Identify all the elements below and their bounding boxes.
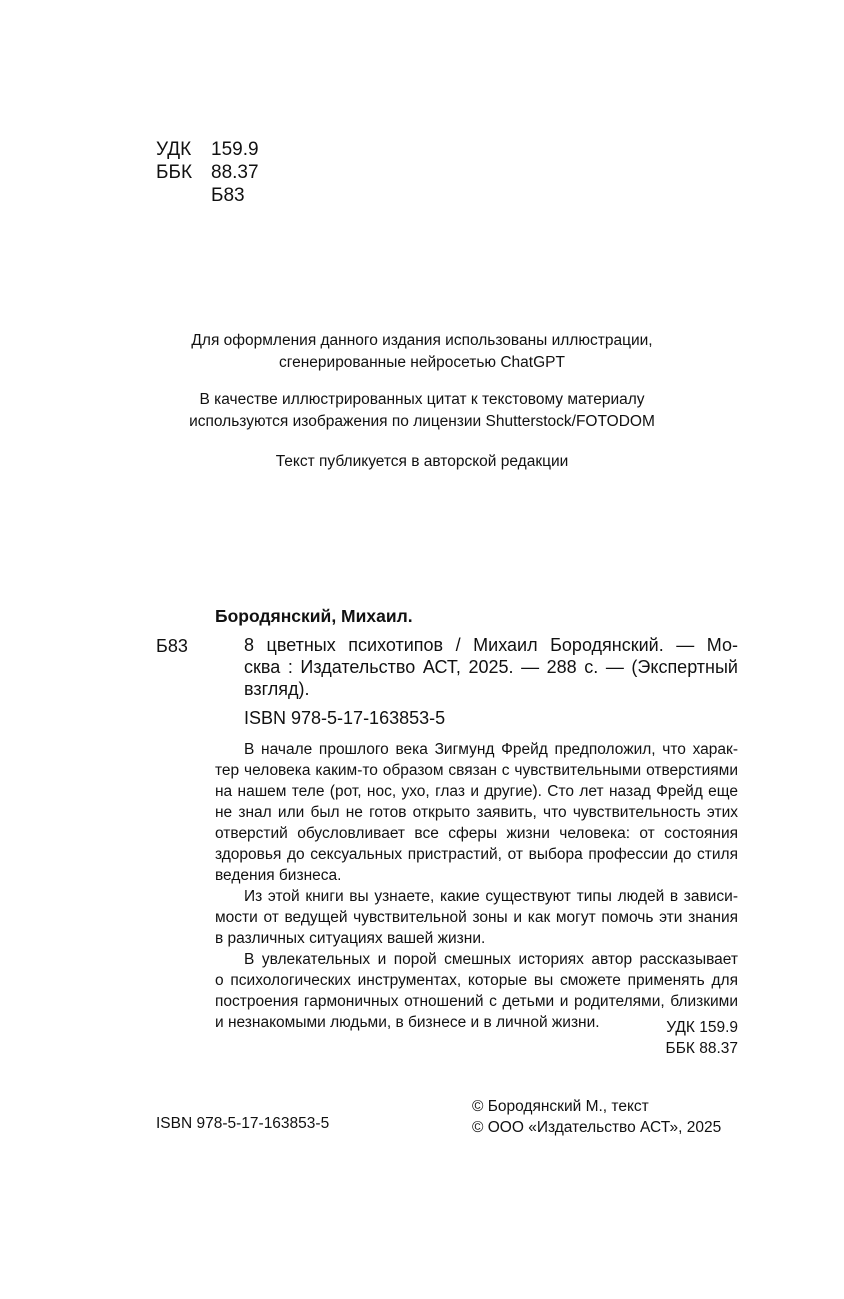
annotation-line: здоровья до сексуальных пристрастий, от выбора профессии до стиля xyxy=(215,846,738,863)
footer-isbn: ISBN 978-5-17-163853-5 xyxy=(156,1115,330,1132)
annotation-line: В начале прошлого века Зигмунд Фрейд предположил, что харак- xyxy=(244,741,738,758)
annotation-line: тер человека каким-то образом связан с чувствительными отверстиями xyxy=(215,762,738,779)
bbk-value: 88.37 xyxy=(211,162,259,183)
annotation-line: Из этой книги вы узнаете, какие существуют типы людей в зависи- xyxy=(244,888,738,905)
udk-value: 159.9 xyxy=(211,139,259,160)
card-bbk: ББК 88.37 xyxy=(665,1040,738,1057)
copyright-publisher: © ООО «Издательство АСТ», 2025 xyxy=(472,1119,722,1136)
annotation-line: о психологических инструментах, которые вы сможете применять для xyxy=(215,972,738,989)
illustration-note-line-1: Для оформления данного издания использованы иллюстрации, xyxy=(191,332,653,349)
card-author: Бородянский, Михаил. xyxy=(215,606,413,626)
annotation-line: в различных ситуациях вашей жизни. xyxy=(215,930,486,947)
card-isbn: ISBN 978-5-17-163853-5 xyxy=(244,708,446,728)
illustration-note-line-2: сгенерированные нейросетью ChatGPT xyxy=(279,354,565,371)
author-mark: Б83 xyxy=(211,185,245,206)
annotation-line: В увлекательных и порой смешных историях автор рассказывает xyxy=(244,951,738,968)
annotation xyxy=(215,739,738,1033)
udk-label: УДК xyxy=(156,139,192,160)
license-note-line-2: используются изображения по лицензии Shutterstock/FOTODOM xyxy=(189,413,655,430)
bbk-label: ББК xyxy=(156,162,193,183)
annotation-line: на нашем теле (рот, нос, ухо, глаз и другие). Сто лет назад Фрейд еще xyxy=(215,783,738,800)
annotation-line: мости от ведущей чувствительной зоны и как могут помочь эти знания xyxy=(215,909,738,926)
annotation-line: ведения бизнеса. xyxy=(215,867,342,884)
bibliographic-description xyxy=(244,634,738,700)
annotation-line: и незнакомыми людьми, в бизнесе и в личной жизни. xyxy=(215,1014,600,1031)
edition-note: Текст публикуется в авторской редакции xyxy=(275,453,569,470)
license-note-line-1: В качестве иллюстрированных цитат к текстовому материалу xyxy=(199,391,645,408)
copyright-author: © Бородянский М., текст xyxy=(472,1098,649,1115)
bib-line: 8 цветных психотипов / Михаил Бородянский. — Мо- xyxy=(244,635,738,655)
annotation-line: не знал или был не готов открыто заявить, что чувствительность этих xyxy=(215,804,738,821)
card-code: Б83 xyxy=(156,636,188,656)
udk-row xyxy=(156,139,259,161)
annotation-line: отверстий обусловливает все сферы жизни человека: от состояния xyxy=(215,825,738,842)
bib-line: сква : Издательство АСТ, 2025. — 288 с. — (Экспертный xyxy=(244,657,738,677)
card-udk: УДК 159.9 xyxy=(666,1019,738,1036)
author-mark-row xyxy=(156,185,245,207)
bbk-row xyxy=(156,162,259,184)
bib-line: взгляд). xyxy=(244,679,310,699)
annotation-line: построения гармоничных отношений с детьми и родителями, близкими xyxy=(215,993,738,1010)
